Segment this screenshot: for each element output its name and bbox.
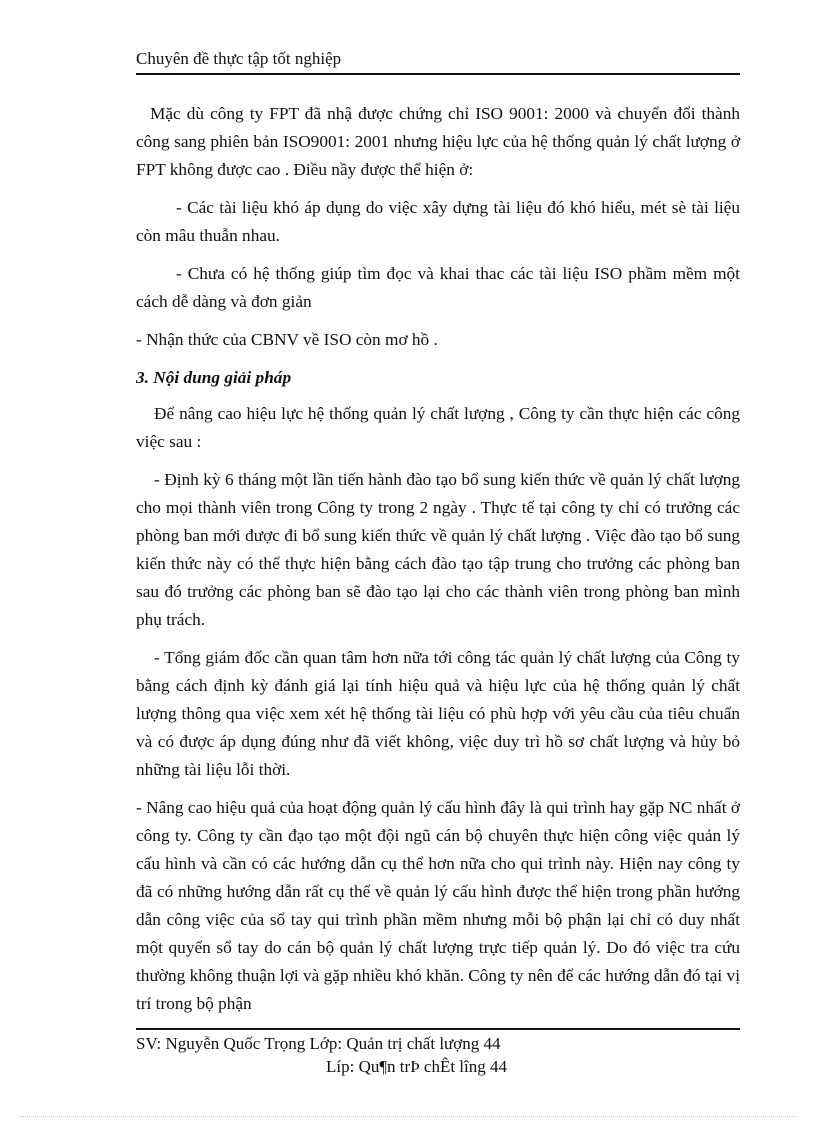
footer-student-line: SV: Nguyễn Quốc Trọng Lớp: Quản trị chất lượng 44: [136, 1034, 501, 1053]
page-body: [136, 100, 740, 1024]
page-bottom-dotted-line: [20, 1116, 796, 1117]
paragraph-intro: Mặc dù công ty FPT đã nhậ được chứng chỉ ISO 9001: 2000 và chuyển đổi thành công sang phiên bản ISO9001: 2001 nhưng hiệu lực của hệ thống quản lý chất lượng ở FPT không được cao . Điều nầy được thể hiện ở:: [136, 104, 740, 179]
paragraph-solution-intro: Để nâng cao hiệu lực hệ thống quản lý chất lượng , Công ty cần thực hiện các công việc sau :: [136, 404, 740, 451]
paragraph-bullet-documents: - Các tài liệu khó áp dụng do việc xây dựng tài liệu đó khó hiểu, mét sè tài liệu còn mâu thuẫn nhau.: [136, 198, 740, 245]
paragraph-solution-training: - Định kỳ 6 tháng một lần tiến hành đào tạo bổ sung kiến thức về quản lý chất lượng cho mọi thành viên trong Công ty trong 2 ngày . Thực tế tại công ty chỉ có trưởng các phòng ban mới được đi bổ sung kiến thức về quản lý chất lượng . Việc đào tạo bổ sung kiến thức này có thể thực hiện bằng cách đào tạo tập trung cho trưởng các phòng ban sau đó trưởng các phòng ban sẽ đào tạo lại cho các thành viên trong phòng ban mình phụ trách.: [136, 470, 740, 629]
paragraph-bullet-system: - Chưa có hệ thống giúp tìm đọc và khai thac các tài liệu ISO phầm mềm một cách dễ dàng và đơn giản: [136, 264, 740, 311]
page-header: [136, 47, 740, 75]
footer-class-line: Líp: Qu¶n trÞ chÊt lîng 44: [326, 1057, 507, 1076]
paragraph-solution-configuration: - Nâng cao hiệu quả của hoạt động quản lý cấu hình đây là qui trình hay gặp NC nhất ở công ty. Công ty cần đạo tạo một đội ngũ cán bộ chuyên thực hiện công việc quản lý cấu hình và cần có các hướng dẫn cụ thể hơn nữa cho qui trình này. Hiện nay công ty đã có những hướng dẫn rất cụ thể về quản lý cấu hình được thể hiện trong phần hướng dẫn công việc của sổ tay qui trình phần mềm nhưng mỗi bộ phận lại chỉ có duy nhất một quyển sổ tay do cán bộ quản lý chất lượng trực tiếp quản lý. Do đó việc tra cứu thường không thuận lợi và gặp nhiều khó khăn. Công ty nên để các hướng dẫn đó tại vị trí trong bộ phận: [136, 798, 740, 1013]
paragraph-solution-director: - Tổng giám đốc cần quan tâm hơn nữa tới công tác quản lý chất lượng của Công ty bằng cách định kỳ đánh giá lại tính hiệu quả và hiệu lực của hệ thống quản lý chất lượng thông qua việc xem xét hệ thống tài liệu có phù hợp với yêu cầu của tiêu chuẩn và có được áp dụng đúng như đã viết không, việc duy trì hồ sơ chất lượng và hủy bỏ những tài liệu lỗi thời.: [136, 648, 740, 779]
paragraph-bullet-awareness: - Nhận thức của CBNV về ISO còn mơ hồ .: [136, 330, 438, 349]
section-title: 3. Nội dung giải pháp: [136, 368, 292, 387]
footer-divider: [136, 1028, 740, 1030]
header-title: Chuyên đề thực tập tốt nghiệp: [136, 49, 342, 68]
